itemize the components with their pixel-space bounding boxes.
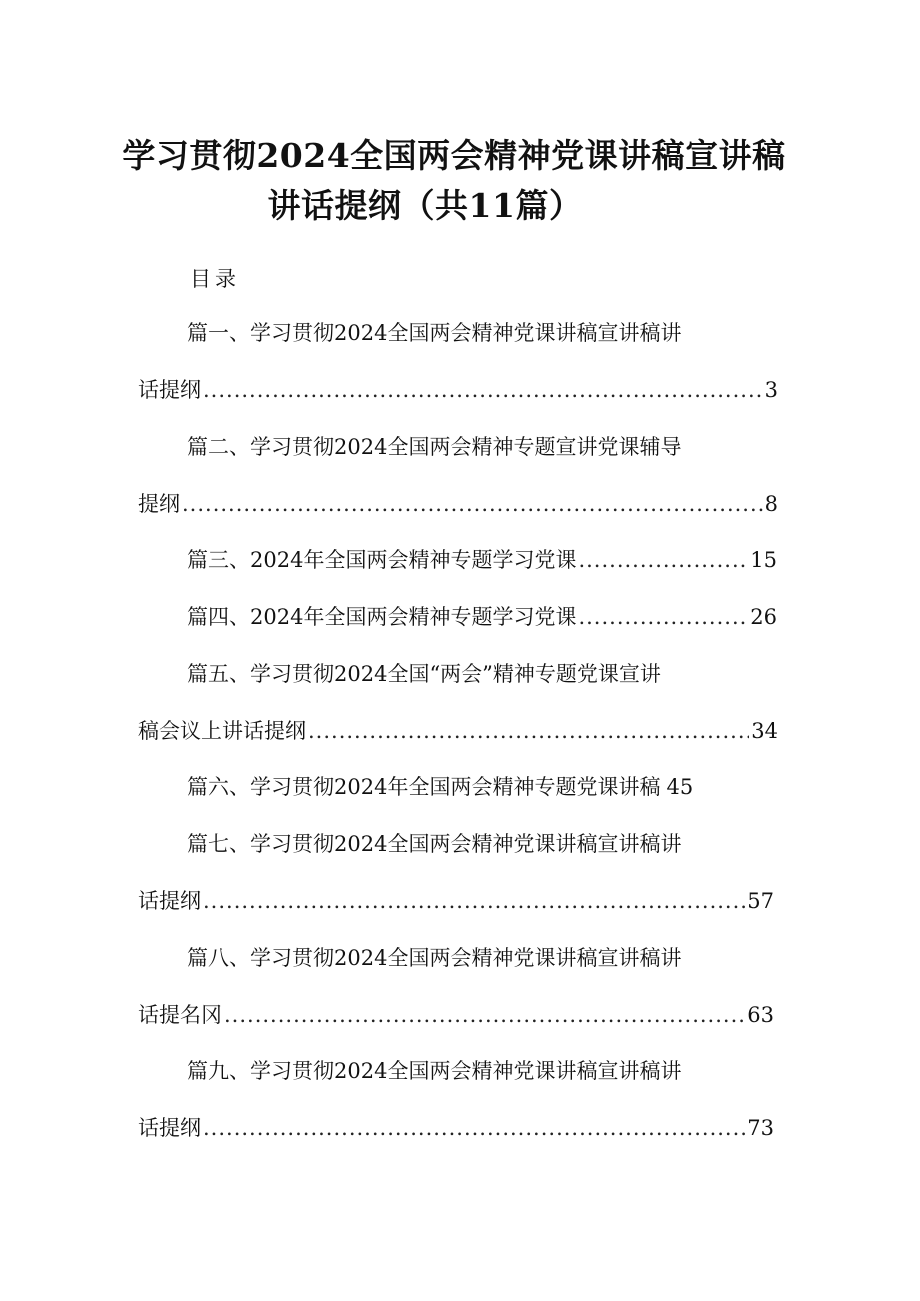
toc-entry-text: 篇三、2024年全国两会精神专题学习党课: [187, 548, 577, 572]
toc-page-number: 63: [747, 1003, 774, 1027]
toc-leader-dots: [578, 545, 748, 575]
toc-page-number: 8: [764, 492, 778, 516]
toc-leader-dots: [203, 375, 763, 405]
toc-entry-text: 篇四、2024年全国两会精神专题学习党课: [187, 605, 577, 629]
toc-leader-dots: [308, 716, 749, 746]
toc-page-number: 57: [747, 889, 774, 913]
toc-entry-9-line-1[interactable]: 篇九、学习贯彻2024全国两会精神党课讲稿宣讲稿讲: [187, 1059, 682, 1083]
toc-entry-5-line-1[interactable]: 篇五、学习贯彻2024全国“两会”精神专题党课宣讲: [187, 662, 661, 686]
toc-leader-dots: [182, 489, 763, 519]
toc-entry-7-line-1[interactable]: 篇七、学习贯彻2024全国两会精神党课讲稿宣讲稿讲: [187, 832, 682, 856]
toc-entry-text: 篇六、学习贯彻2024年全国两会精神专题党课讲稿: [187, 775, 661, 799]
toc-leader-dots: [224, 1000, 745, 1030]
toc-entry-6[interactable]: [187, 772, 693, 802]
toc-leader-dots: [203, 886, 745, 916]
toc-entry-1-line-2[interactable]: [138, 375, 778, 405]
toc-entry-text: 话提名冈: [138, 1003, 222, 1027]
toc-page-number: 34: [751, 719, 778, 743]
document-title-line-1: 学习贯彻2024全国两会精神党课讲稿宣讲稿: [122, 136, 786, 175]
toc-page-number: 45: [666, 775, 694, 799]
toc-page-number: 15: [750, 548, 777, 572]
toc-page-number: 3: [764, 378, 778, 402]
toc-entry-5-line-2[interactable]: [138, 716, 778, 746]
toc-entry-3[interactable]: [187, 545, 777, 575]
toc-entry-2-line-1[interactable]: 篇二、学习贯彻2024全国两会精神专题宣讲党课辅导: [187, 435, 682, 459]
toc-entry-4[interactable]: [187, 602, 777, 632]
toc-entry-1-line-1[interactable]: 篇一、学习贯彻2024全国两会精神党课讲稿宣讲稿讲: [187, 321, 682, 345]
toc-entry-text: 稿会议上讲话提纲: [138, 719, 306, 743]
toc-entry-8-line-1[interactable]: 篇八、学习贯彻2024全国两会精神党课讲稿宣讲稿讲: [187, 946, 682, 970]
toc-entry-text: 提纲: [138, 492, 180, 516]
toc-entry-text: 话提纲: [138, 889, 201, 913]
toc-entry-9-line-2[interactable]: [138, 1113, 774, 1143]
toc-page-number: 26: [750, 605, 777, 629]
toc-entry-2-line-2[interactable]: [138, 489, 778, 519]
toc-entry-7-line-2[interactable]: [138, 886, 774, 916]
toc-entry-8-line-2[interactable]: [138, 1000, 774, 1030]
toc-page-number: 73: [747, 1116, 774, 1140]
document-title-line-2: 讲话提纲（共11篇）: [267, 186, 583, 225]
toc-leader-dots: [578, 602, 748, 632]
toc-entry-text: 话提纲: [138, 1116, 201, 1140]
toc-entry-text: 话提纲: [138, 378, 201, 402]
toc-heading: 目录: [190, 267, 240, 291]
toc-leader-dots: [203, 1113, 745, 1143]
